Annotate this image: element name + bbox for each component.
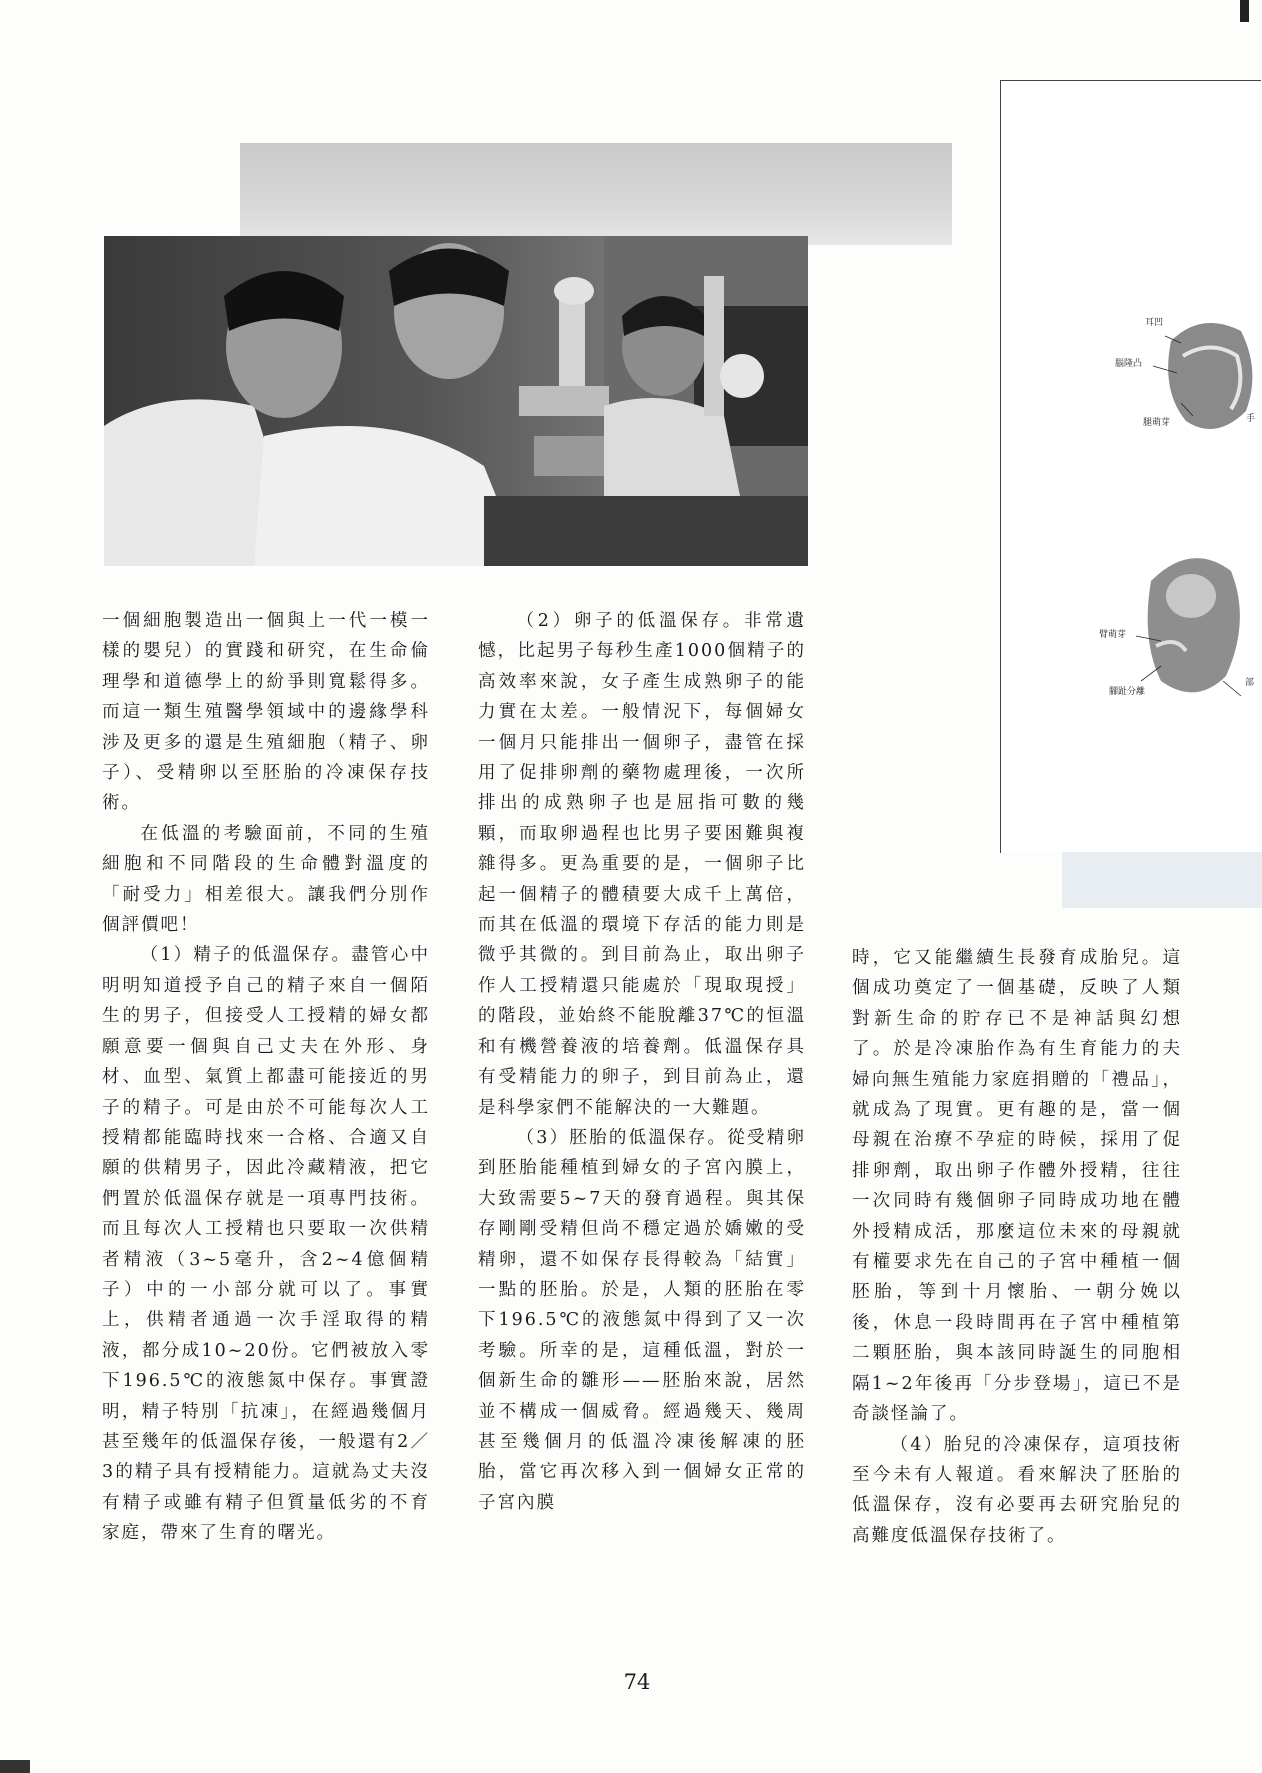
paragraph: （3）胚胎的低溫保存。從受精卵到胚胎能種植到婦女的子宮內膜上，大致需要5~7天的發育過程。與其保存剛剛受精但尚不穩定過於嬌嫩的受精卵，還不如保存長得較為「結實」一點的胚胎。於是，人類的胚胎在零下196.5℃的液態氮中得到了又一次考驗。所幸的是，這種低溫，對於一個新生命的雛形——胚胎來說，居然並不構成一個威脅。經過幾天、幾周甚至幾個月的低溫冷凍後解凍的胚胎，當它再次移入到一個婦女正常的子宮內膜 <box>478 1127 806 1513</box>
text-column-3 <box>852 943 1182 1551</box>
paragraph: 在低溫的考驗面前，不同的生殖細胞和不同階段的生命體對溫度的「耐受力」相差很大。讓我們分別作個評價吧！ <box>102 823 430 936</box>
figure-label-toes: 腳趾分離 <box>1109 687 1146 697</box>
figure-label-ear: 耳凹 <box>1145 318 1164 328</box>
figure-label-arm-bud: 臂萌芽 <box>1099 630 1127 640</box>
bottom-registration-mark <box>0 1760 30 1773</box>
sidebar-caption-strip <box>1062 852 1262 908</box>
text-column-2 <box>478 606 806 1518</box>
sidebar-figure-panel <box>1000 80 1261 853</box>
paragraph: （1）精子的低溫保存。盡管心中明明知道授予自己的精子來自一個陌生的男子，但接受人工授精的婦女都願意要一個與自己丈夫在外形、身材、血型、氣質上都盡可能接近的男子的精子。可是由於不可能每次人工授精都能臨時找來一合格、合適又自願的供精男子，因此冷藏精液，把它們置於低溫保存就是一項專門技術。而且每次人工授精也只要取一次供精者精液（3~5毫升，含2~4億個精子）中的一小部分就可以了。事實上，供精者通過一次手淫取得的精液，都分成10~20份。它們被放入零下196.5℃的液態氮中保存。事實證明，精子特別「抗凍」，在經過幾個月甚至幾年的低溫保存後，一般還有2／3的精子具有授精能力。這就為丈夫沒有精子或雖有精子但質量低劣的不育家庭，帶來了生育的曙光。 <box>102 945 430 1544</box>
text-column-1 <box>102 606 430 1549</box>
laboratory-photo-icon <box>104 236 808 566</box>
figure-label-hand: 手 <box>1246 414 1256 424</box>
embryo-figure-icon <box>1001 81 1261 853</box>
laboratory-photo <box>104 236 808 566</box>
corner-registration-mark <box>1240 0 1249 22</box>
paragraph: 時，它又能繼續生長發育成胎兒。這個成功奠定了一個基礎，反映了人類對新生命的貯存已不是神話與幻想了。於是冷凍胎作為有生育能力的夫婦向無生殖能力家庭捐贈的「禮品」，就成為了現實。更有趣的是，當一個母親在治療不孕症的時候，採用了促排卵劑，取出卵子作體外授精，往往一次同時有幾個卵子同時成功地在體外授精成活，那麼這位未來的母親就有權要求先在自己的子宮中種植一個胚胎，等到十月懷胎、一朝分娩以後，休息一段時間再在子宮中種植第二顆胚胎，與本該同時誕生的同胞相隔1~2年後再「分步登場」，這已不是奇談怪論了。 <box>852 948 1182 1425</box>
header-band <box>240 143 952 245</box>
paragraph: （4）胎兒的冷凍保存，這項技術至今未有人報道。看來解決了胚胎的低溫保存，沒有必要再去研究胎兒的高難度低溫保存技術了。 <box>852 1434 1182 1546</box>
figure-label-part: 部 <box>1245 678 1255 688</box>
figure-label-leg-bud: 腿萌芽 <box>1143 418 1171 428</box>
page-number: 74 <box>623 1670 651 1694</box>
paragraph: 一個細胞製造出一個與上一代一模一樣的嬰兒）的實踐和研究，在生命倫理學和道德學上的紛爭則寬鬆得多。而這一類生殖醫學領域中的邊緣學科涉及更多的還是生殖細胞（精子、卵子）、受精卵以至胚胎的冷凍保存技術。 <box>102 611 430 814</box>
paragraph: （2）卵子的低溫保存。非常遺憾，比起男子每秒生產1000個精子的高效率來說，女子產生成熟卵子的能力實在太差。一般情況下，每個婦女一個月只能排出一個卵子，盡管在採用了促排卵劑的藥物處理後，一次所排出的成熟卵子也是屈指可數的幾顆，而取卵過程也比男子要困難與複雜得多。更為重要的是，一個卵子比起一個精子的體積要大成千上萬倍，而其在低溫的環境下存活的能力則是微乎其微的。到目前為止，取出卵子作人工授精還只能處於「現取現授」的階段，並始終不能脫離37℃的恒溫和有機營養液的培養劑。低溫保存具有受精能力的卵子，到目前為止，還是科學家們不能解決的一大難題。 <box>478 611 806 1118</box>
figure-label-brain: 腦隆凸 <box>1115 359 1143 369</box>
